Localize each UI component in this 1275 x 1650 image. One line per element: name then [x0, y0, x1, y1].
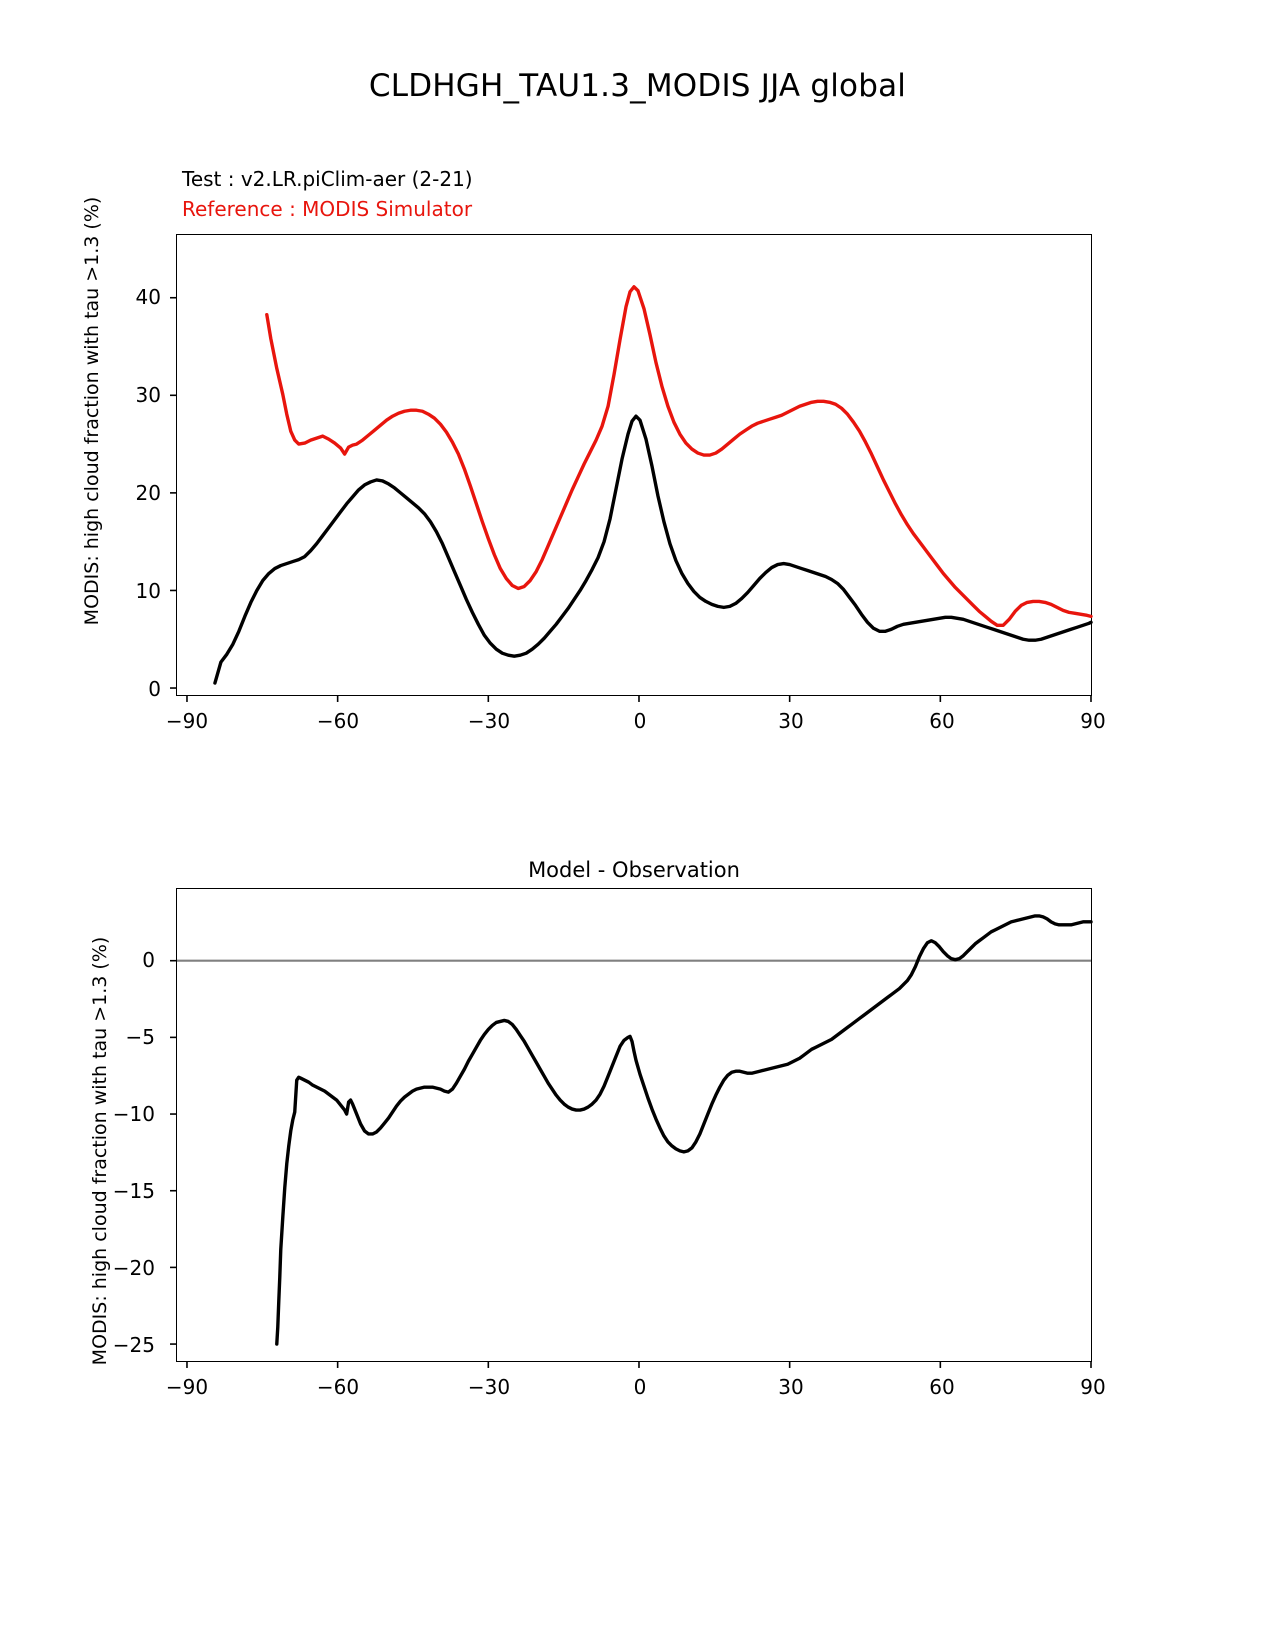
xtick-label: 30: [778, 709, 804, 733]
ytick-label: 20: [135, 481, 161, 505]
xtick-label: 90: [1080, 709, 1106, 733]
top-plot-svg: [177, 235, 1091, 695]
ytick-label: −15: [112, 1179, 155, 1203]
ytick-label: −5: [125, 1025, 155, 1049]
ytick-label: −10: [112, 1102, 155, 1126]
ytick-label: 0: [148, 677, 161, 701]
y-tickmarks-bottom-panel: [170, 961, 177, 1344]
ytick-label: −25: [112, 1333, 155, 1357]
xtick-label: 0: [633, 1375, 647, 1399]
subtitle-difference-panel: Model - Observation: [528, 858, 740, 882]
xtick-label: 30: [778, 1375, 804, 1399]
xtick-label: −30: [467, 1375, 511, 1399]
chart-panel-bottom: [112, 888, 1106, 1399]
xtick-label: −90: [165, 709, 209, 733]
series-line-difference: [277, 916, 1091, 1344]
xtick-label: 60: [929, 1375, 955, 1399]
xtick-label: −60: [316, 709, 360, 733]
ytick-label: 0: [142, 948, 155, 972]
axis-label-y-bottom: MODIS: high cloud fraction with tau >1.3 (%): [89, 936, 111, 1366]
ytick-label: 30: [135, 383, 161, 407]
series-line-test: [215, 416, 1091, 683]
xtick-label: 60: [929, 709, 955, 733]
y-tickmarks-top-panel: [170, 298, 177, 688]
x-tickmarks-bottom-panel: [187, 1361, 1091, 1368]
ytick-label: 10: [135, 579, 161, 603]
xtick-label: 0: [633, 709, 647, 733]
legend-entry-test: Test : v2.LR.piClim-aer (2-21): [182, 167, 473, 191]
series-line-reference: [267, 287, 1091, 626]
xtick-label: 90: [1080, 1375, 1106, 1399]
page-title: CLDHGH_TAU1.3_MODIS JJA global: [368, 68, 907, 104]
xtick-label: −30: [467, 709, 511, 733]
axis-label-y-top: MODIS: high cloud fraction with tau >1.3 (%): [81, 196, 103, 626]
ytick-label: 40: [135, 285, 161, 309]
legend-entry-reference: Reference : MODIS Simulator: [182, 197, 473, 221]
ytick-label: −20: [112, 1256, 155, 1280]
chart-panel-top: [135, 234, 1106, 733]
x-tickmarks-top-panel: [187, 695, 1091, 702]
bottom-plot-svg: [177, 889, 1091, 1361]
xtick-label: −90: [165, 1375, 209, 1399]
xtick-label: −60: [316, 1375, 360, 1399]
